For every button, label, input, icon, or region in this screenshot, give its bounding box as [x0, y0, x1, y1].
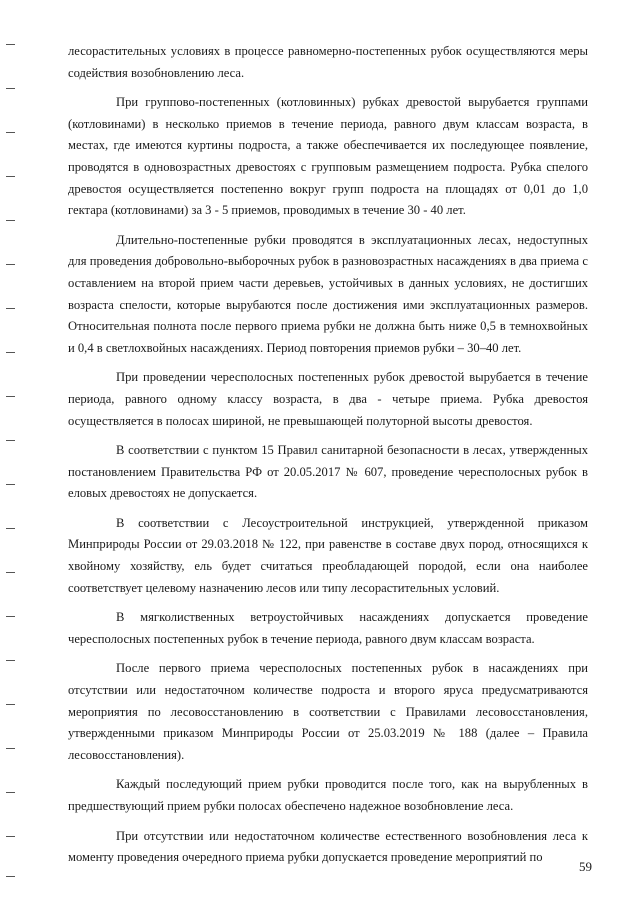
margin-tick	[6, 836, 15, 837]
margin-tick	[6, 572, 15, 573]
paragraph: Длительно-постепенные рубки проводятся в эксплуатационных лесах, недоступных для проведения добровольно-выборочных рубок в разновозрастных насаждениях в два приема с оставлением на второй прием части деревьев, устойчивых в данных условиях, не достигших возраста спелости, которые вырубаются после достижения ими эксплуатационных размеров. Относительная полнота после первого приема рубки не должна быть ниже 0,5 в темнохвойных и 0,4 в светлохвойных насаждениях. Период повторения приемов рубки – 30–40 лет.	[68, 232, 588, 355]
margin-tick	[6, 88, 15, 89]
paragraph: В мягколиственных ветроустойчивых насаждениях допускается проведение чересполосных постепенных рубок в течение периода, равного двум классам возраста.	[68, 610, 588, 646]
paragraph: В соответствии с пунктом 15 Правил санитарной безопасности в лесах, утвержденных постановлением Правительства РФ от 20.05.2017 № 607, проведение чересполосных рубок в еловых древостоях не допускается.	[68, 443, 588, 501]
margin-tick	[6, 440, 15, 441]
page-number: 59	[579, 859, 592, 874]
margin-tick	[6, 748, 15, 749]
paragraph: При отсутствии или недостаточном количестве естественного возобновления леса к моменту проведения очередного приема рубки допускается проведение мероприятий по	[68, 828, 588, 865]
margin-tick	[6, 220, 15, 221]
margin-tick	[6, 704, 15, 705]
paragraph: Каждый последующий прием рубки проводится после того, как на вырубленных в предшествующий прием рубки полосах обеспечено надежное возобновление леса.	[68, 777, 588, 813]
margin-tick	[6, 616, 15, 617]
margin-tick	[6, 44, 15, 45]
margin-tick	[6, 396, 15, 397]
paragraph: В соответствии с Лесоустроительной инструкцией, утвержденной приказом Минприроды России от 29.03.2018 № 122, при равенстве в составе двух пород, относящихся к хвойному хозяйству, ель будет считаться преобладающей породой, если она наиболее соответствует целевому назначению лесов или типу лесорастительных условий.	[68, 515, 588, 595]
margin-tick	[6, 876, 15, 877]
paragraph: При проведении чересполосных постепенных рубок древостой вырубается в течение периода, равного одному классу возраста, в два - четыре приема. Рубка древостоя осуществляется в полосах шириной, не превышающей полуторной высоты древостоя.	[68, 370, 588, 428]
paragraph: После первого приема чересполосных постепенных рубок в насаждениях при отсутствии или недостаточном количестве подроста и второго яруса предусматриваются мероприятия по лесовосстановлению в соответствии с Правилами лесовосстановления, утвержденными приказом Минприроды России от 25.03.2019 № 188 (далее – Правила лесовосстановления).	[68, 661, 588, 762]
binding-margin-marks	[6, 30, 18, 890]
margin-tick	[6, 792, 15, 793]
margin-tick	[6, 660, 15, 661]
margin-tick	[6, 132, 15, 133]
margin-tick	[6, 308, 15, 309]
document-body	[68, 41, 588, 877]
paragraph: При группово-постепенных (котловинных) рубках древостой вырубается группами (котловинами) в несколько приемов в течение периода, равного двум классам возраста, в местах, где имеются куртины подроста, а также обеспечивается их последующее появление, проводятся в одновозрастных древостоях с групповым размещением подроста. Рубка спелого древостоя осуществляется постепенно вокруг групп подроста на площадях от 0,01 до 1,0 гектара (котловинами) за 3 - 5 приемов, проводимых в течение 30 - 40 лет.	[68, 95, 588, 218]
margin-tick	[6, 528, 15, 529]
margin-tick	[6, 264, 15, 265]
margin-tick	[6, 484, 15, 485]
paragraph: лесорастительных условиях в процессе равномерно-постепенных рубок осуществляются меры содействия возобновлению леса.	[68, 44, 588, 80]
margin-tick	[6, 352, 15, 353]
margin-tick	[6, 176, 15, 177]
